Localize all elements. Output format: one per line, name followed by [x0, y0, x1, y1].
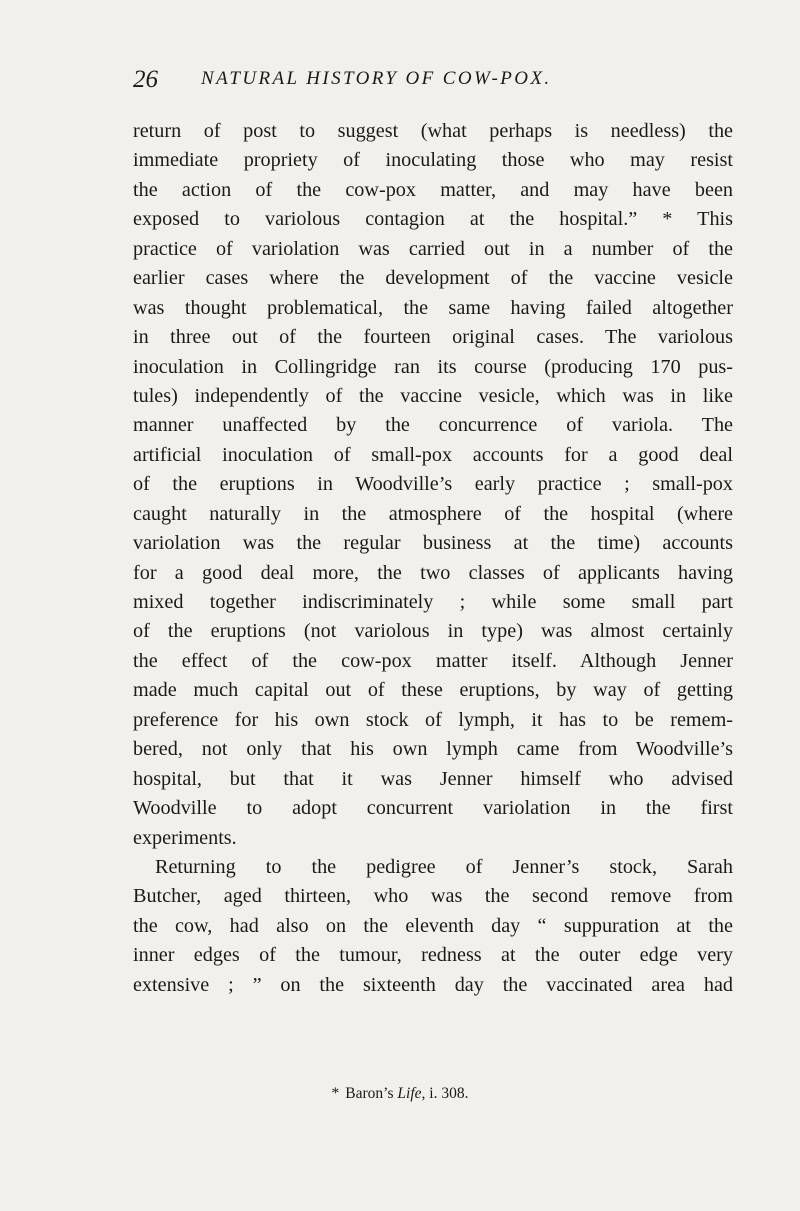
text-line: the action of the cow-pox matter, and may have been	[133, 178, 733, 201]
footnote-work: Life,	[397, 1085, 426, 1102]
footnote-author: Baron’s	[345, 1085, 394, 1102]
text-line: earlier cases where the development of the vaccine vesicle	[133, 267, 733, 290]
footnote	[0, 1085, 800, 1103]
text-line: Woodville to adopt concurrent variolation in the first	[133, 797, 733, 820]
text-line: made much capital out of these eruptions, by way of getting	[133, 679, 733, 702]
text-line: hospital, but that it was Jenner himself who advised	[133, 767, 733, 790]
text-line: the cow, had also on the eleventh day “ suppuration at the	[133, 914, 733, 937]
footnote-reference: i. 308.	[429, 1085, 469, 1102]
text-line: the effect of the cow-pox matter itself. Although Jenner	[133, 649, 733, 672]
text-line: of the eruptions (not variolous in type) was almost certainly	[133, 620, 733, 643]
text-line: immediate propriety of inoculating those who may resist	[133, 149, 733, 172]
body-text	[133, 117, 733, 1000]
text-line: manner unaffected by the concurrence of variola. The	[133, 414, 733, 437]
text-line: mixed together indiscriminately ; while some small part	[133, 591, 733, 613]
text-line: experiments.	[133, 826, 237, 849]
text-line: variolation was the regular business at the time) accounts	[133, 532, 733, 555]
text-line: inoculation in Collingridge ran its course (producing 170 pus-	[133, 355, 733, 378]
text-line: Butcher, aged thirteen, who was the second remove from	[133, 885, 733, 908]
text-line: inner edges of the tumour, redness at the outer edge very	[133, 944, 733, 967]
text-line: exposed to variolous contagion at the hospital.” * This	[133, 208, 733, 231]
page-number: 26	[133, 66, 158, 93]
text-line: bered, not only that his own lymph came from Woodville’s	[133, 738, 733, 761]
paragraph-start-line: Returning to the pedigree of Jenner’s stock, Sarah	[155, 855, 733, 878]
text-line: practice of variolation was carried out in a number of the	[133, 237, 733, 260]
text-line: caught naturally in the atmosphere of the hospital (where	[133, 502, 733, 525]
text-line: tules) independently of the vaccine vesicle, which was in like	[133, 384, 733, 407]
running-title: NATURAL HISTORY OF COW-POX.	[201, 68, 552, 89]
text-line: was thought problematical, the same having failed altogether	[133, 296, 733, 319]
text-line: preference for his own stock of lymph, it has to be remem-	[133, 708, 733, 731]
text-line: for a good deal more, the two classes of applicants having	[133, 561, 733, 584]
text-line: in three out of the fourteen original cases. The variolous	[133, 326, 733, 349]
footnote-mark: *	[331, 1085, 340, 1102]
page-header	[133, 66, 733, 100]
text-line: of the eruptions in Woodville’s early practice ; small-pox	[133, 473, 733, 496]
text-line: extensive ; ” on the sixteenth day the vaccinated area had	[133, 973, 733, 996]
text-line: return of post to suggest (what perhaps is needless) the	[133, 120, 733, 142]
text-line: artificial inoculation of small-pox accounts for a good deal	[133, 443, 733, 466]
